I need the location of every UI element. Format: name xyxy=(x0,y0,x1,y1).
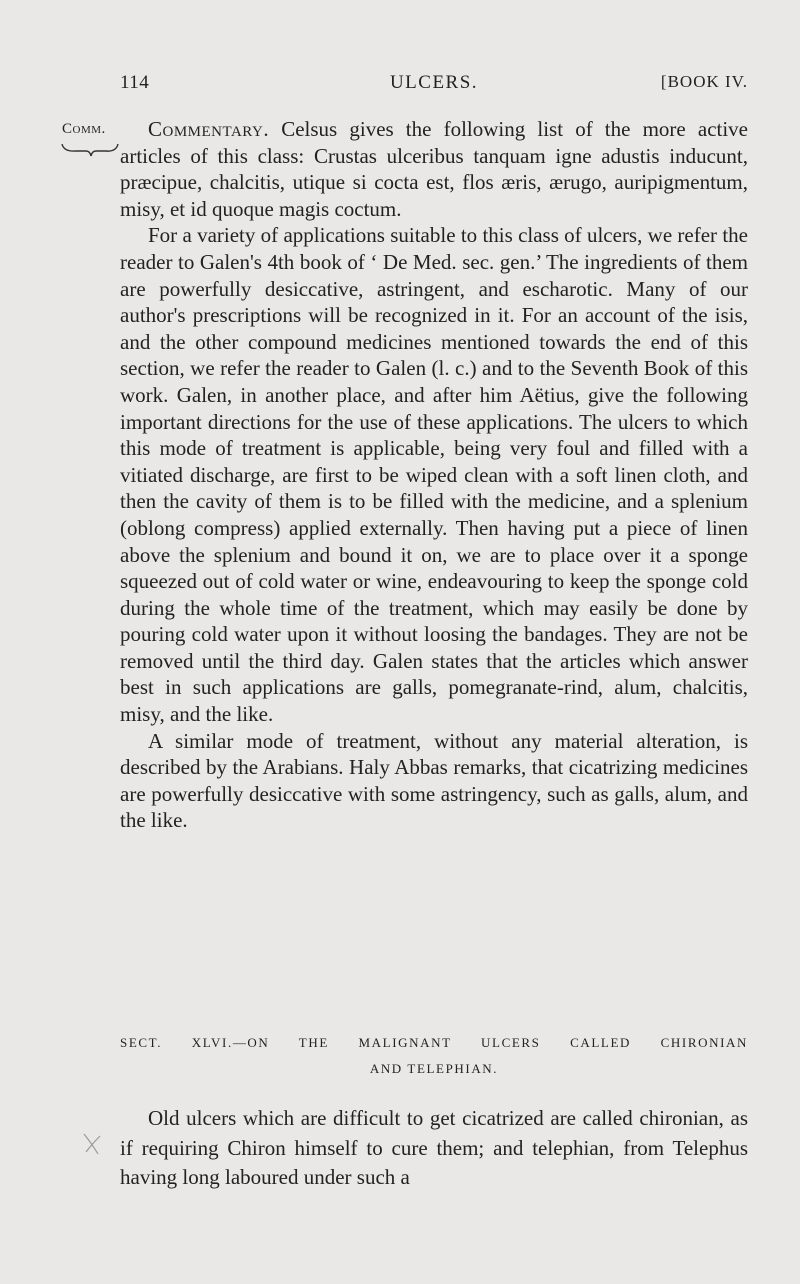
section-text xyxy=(120,1104,748,1193)
section-paragraph-1: Old ulcers which are difficult to get cicatrized are called chironian, as if requiring Chiron himself to cure them; and telephian, from Telephus having long laboured under such a xyxy=(120,1106,748,1189)
commentary-paragraph-2: For a variety of applications suitable to this class of ulcers, we refer the reader to Galen's 4th book of ‘ De Med. sec. gen.’ The ingredients of them are powerfully desiccative, astringent, and escharotic. Many of our author's prescriptions will be recognized in it. For an account of the isis, and the other compound medicines mentioned towards the end of this section, we refer the reader to Galen (l. c.) and to the Seventh Book of this work. Galen, in another place, and after him Aëtius, give the following important directions for the use of these applications. The ulcers to which this mode of treatment is applicable, being very foul and filled with a vitiated discharge, are first to be wiped clean with a soft linen cloth, and then the cavity of them is to be filled with the medicine, and a splenium (oblong compress) applied externally. Then having put a piece of linen above the splenium and bound it on, we are to place over it a sponge squeezed out of cold water or wine, endeavouring to keep the sponge cold during the whole time of the treatment, which may easily be done by pouring cold water upon it without loosing the bandages. They are not be removed until the third day. Galen states that the articles which answer best in such applications are galls, pomegranate-rind, alum, chalcitis, misy, and the like. xyxy=(120,223,748,727)
commentary-paragraph-1 xyxy=(120,116,748,222)
section-heading xyxy=(120,1030,748,1082)
section-heading-line-1: SECT. XLVI.—ON THE MALIGNANT ULCERS CALLED CHIRONIAN xyxy=(120,1035,748,1050)
section-heading-line-2: AND TELEPHIAN. xyxy=(369,1061,499,1076)
pencil-cross-mark-icon xyxy=(80,1130,108,1158)
page-number: 114 xyxy=(120,72,150,93)
commentary-paragraph-1-text: Celsus gives the following list of the more active articles of this class: Crustas ulceribus tanquam igne adustis inducunt, præcipue, chalcitis, utique si cocta est, flos æris, ærugo, auripigmentum, misy, et id quoque magis coctum. xyxy=(120,117,749,221)
commentary-lead: Commentary. xyxy=(148,117,270,141)
running-title: ULCERS. xyxy=(389,72,479,93)
commentary-text xyxy=(120,116,748,834)
book-reference: [BOOK IV. xyxy=(660,72,748,91)
margin-note: Comm. xyxy=(62,121,106,137)
margin-brace-icon xyxy=(60,140,120,158)
running-head xyxy=(120,72,748,102)
commentary-paragraph-3: A similar mode of treatment, without any material alteration, is described by the Arabians. Haly Abbas remarks, that cicatrizing medicines are powerfully desiccative with some astringency, such as galls, alum, and the like. xyxy=(120,728,748,833)
